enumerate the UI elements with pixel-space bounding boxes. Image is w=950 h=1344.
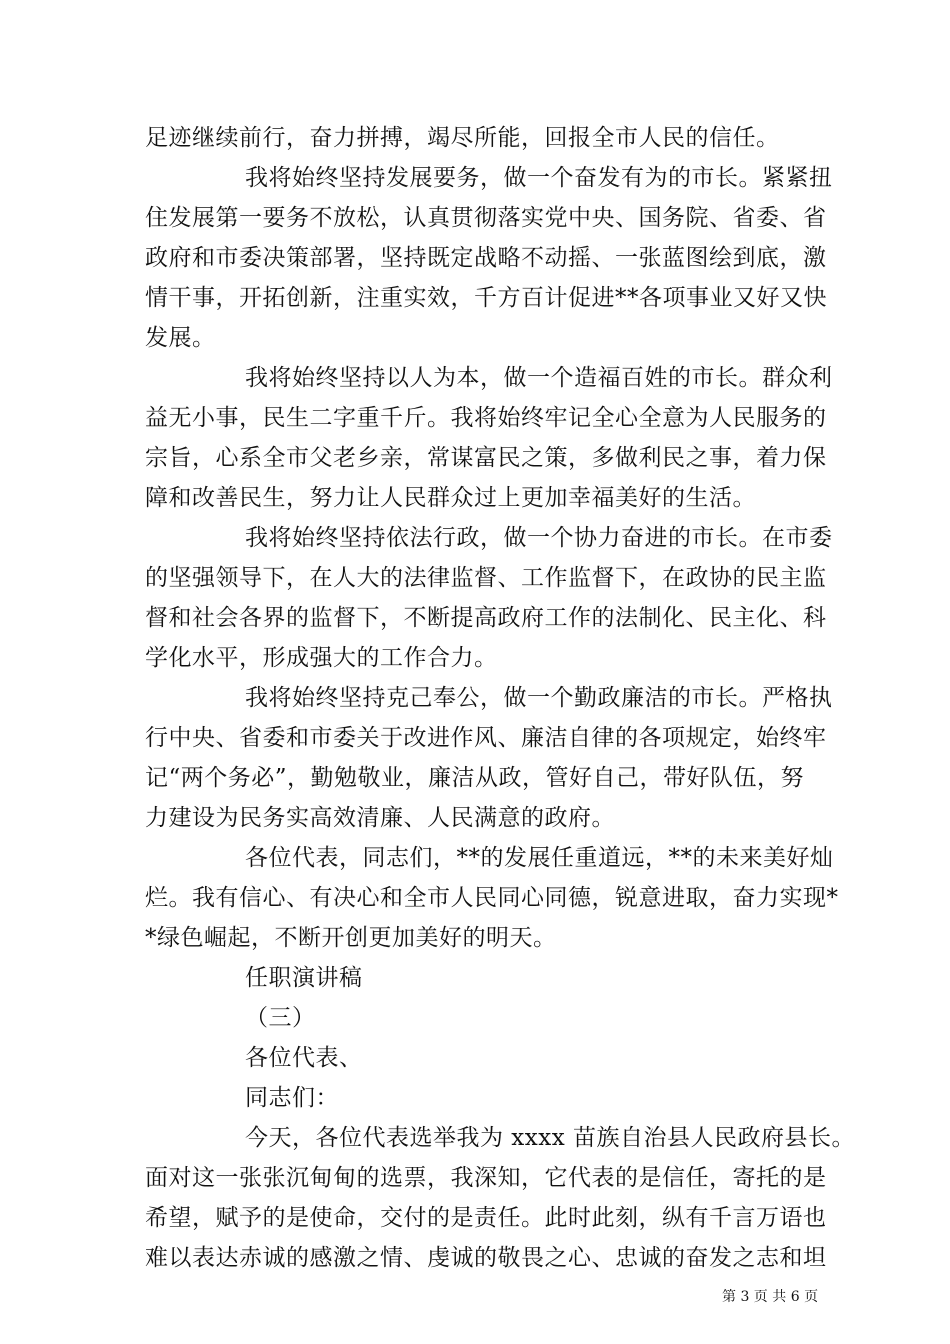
paragraph-start-line: 各位代表，同志们，**的发展任重道远，**的未来美好灿: [245, 845, 834, 871]
text-line: 学化水平，形成强大的工作合力。: [145, 645, 498, 671]
text-line: 的坚强领导下，在人大的法律监督、工作监督下，在政协的民主监: [145, 565, 827, 591]
paragraph-start-line: 我将始终坚持以人为本，做一个造福百姓的市长。群众利: [245, 365, 833, 391]
text-line: 行中央、省委和市委关于改进作风、廉洁自律的各项规定，始终牢: [145, 725, 827, 751]
text-line: 益无小事，民生二字重千斤。我将始终牢记全心全意为人民服务的: [145, 405, 827, 431]
paragraph-start-line: 我将始终坚持依法行政，做一个协力奋进的市长。在市委: [245, 525, 833, 551]
text-line: 发展。: [145, 325, 216, 351]
text-line: 住发展第一要务不放松，认真贯彻落实党中央、国务院、省委、省: [145, 205, 827, 231]
paragraph-start-line: 我将始终坚持克己奉公，做一个勤政廉洁的市长。严格执: [245, 685, 833, 711]
text-line: 希望，赋予的是使命，交付的是责任。此时此刻，纵有千言万语也: [145, 1205, 827, 1231]
text-line: 宗旨，心系全市父老乡亲，常谋富民之策，多做利民之事，着力保: [145, 445, 827, 471]
text-line: 足迹继续前行，奋力拼搏，竭尽所能，回报全市人民的信任。: [145, 125, 780, 151]
salutation-line: 各位代表、: [245, 1045, 363, 1071]
text-line: 政府和市委决策部署，坚持既定战略不动摇、一张蓝图绘到底，激: [145, 245, 827, 271]
text-line: 障和改善民生，努力让人民群众过上更加幸福美好的生活。: [145, 485, 756, 511]
paragraph-start-line: 我将始终坚持发展要务，做一个奋发有为的市长。紧紧扭: [245, 165, 833, 191]
text-line: 烂。我有信心、有决心和全市人民同心同德，锐意进取，奋力实现*: [145, 885, 839, 911]
paragraph-start-line: 今天，各位代表选举我为 xxxx 苗族自治县人民政府县长。: [245, 1125, 856, 1151]
text-line: 难以表达赤诚的感激之情、虔诚的敬畏之心、忠诚的奋发之志和坦: [145, 1245, 827, 1271]
text-line: 面对这一张张沉甸甸的选票，我深知，它代表的是信任，寄托的是: [145, 1165, 827, 1191]
section-number: （三）: [245, 1005, 316, 1031]
text-line: 情干事，开拓创新，注重实效，千方百计促进**各项事业又好又快: [145, 285, 827, 311]
text-line: 力建设为民务实高效清廉、人民满意的政府。: [145, 805, 615, 831]
text-line: 记“两个务必”，勤勉敬业，廉洁从政，管好自己，带好队伍，努: [145, 765, 805, 791]
salutation-line: 同志们：: [245, 1085, 339, 1111]
section-title: 任职演讲稿: [245, 965, 363, 991]
text-line: 督和社会各界的监督下，不断提高政府工作的法制化、民主化、科: [145, 605, 827, 631]
text-line: *绿色崛起，不断开创更加美好的明天。: [145, 925, 557, 951]
page-number-footer: 第 3 页 共 6 页: [722, 1289, 819, 1305]
